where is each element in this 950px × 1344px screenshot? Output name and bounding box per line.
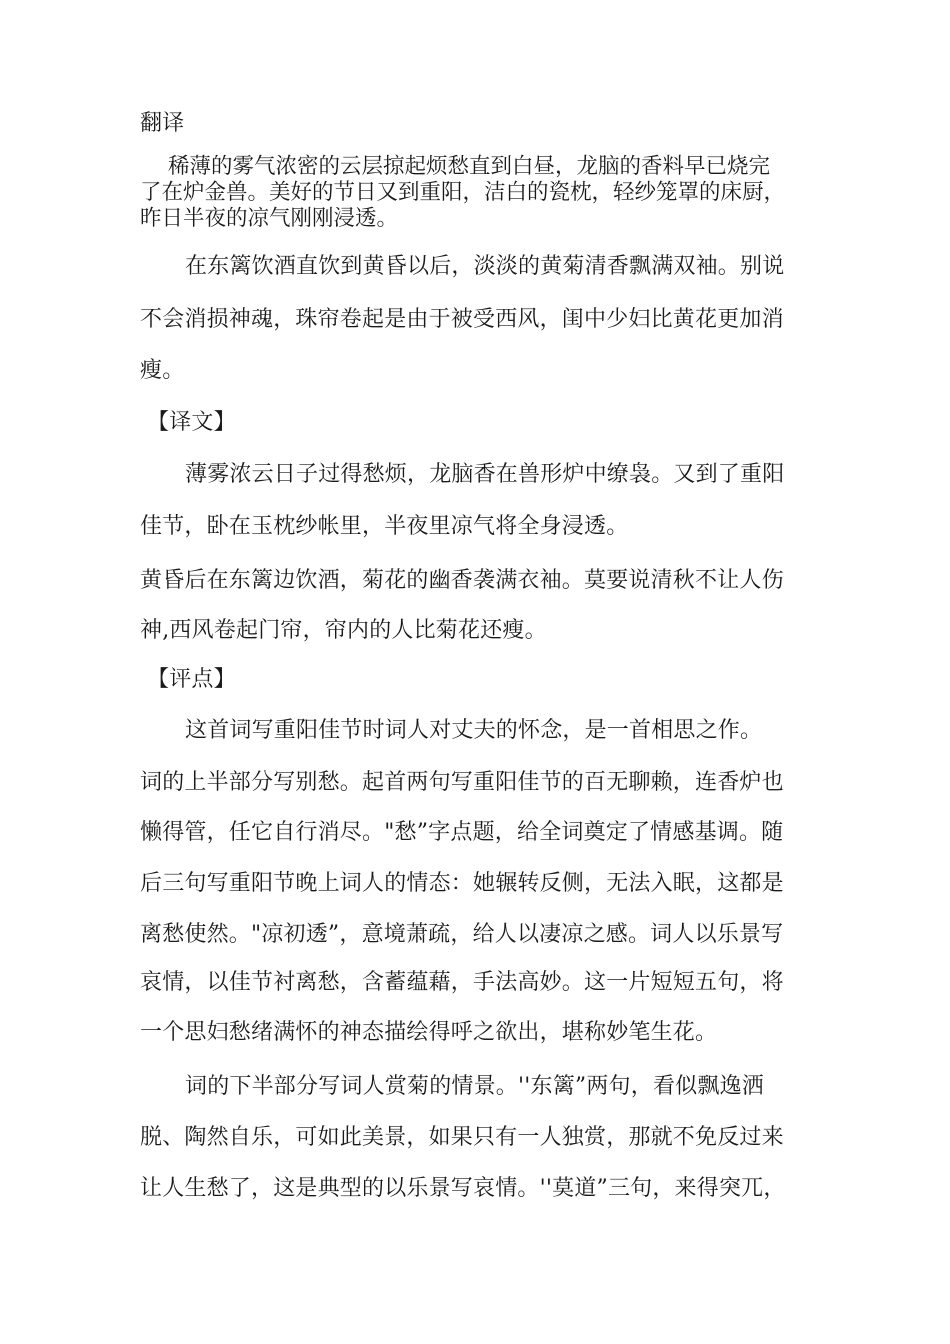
paragraph-line: 让人生愁了，这是典型的以乐景写哀情。''莫道”三句，来得突兀， bbox=[140, 1176, 786, 1201]
section-heading-translation: 翻译 bbox=[140, 111, 185, 136]
section-heading-yiwen: 【译文】 bbox=[147, 410, 236, 435]
paragraph-line: 脱、陶然自乐，可如此美景，如果只有一人独赏，那就不免反过来 bbox=[140, 1125, 784, 1150]
section-heading-pingdian: 【评点】 bbox=[147, 667, 236, 692]
paragraph-line: 薄雾浓云日子过得愁烦，龙脑香在兽形炉中缭袅。又到了重阳 bbox=[185, 462, 785, 487]
paragraph-line: 词的下半部分写词人赏菊的情景。''东篱”两句，看似飘逸洒 bbox=[185, 1074, 764, 1099]
paragraph-line: 黄昏后在东篱边饮酒，菊花的幽香袭满衣袖。莫要说清秋不让人伤 bbox=[140, 568, 784, 593]
paragraph-line: 后三句写重阳节晚上词人的情态：她辗转反侧，无法入眠，这都是 bbox=[140, 871, 784, 896]
paragraph-line: 瘦。 bbox=[140, 358, 185, 383]
paragraph-line: 词的上半部分写别愁。起首两句写重阳佳节的百无聊赖，连香炉也 bbox=[140, 770, 784, 795]
paragraph-line: 神,西风卷起门帘，帘内的人比菊花还瘦。 bbox=[140, 618, 547, 643]
paragraph-line: 一个思妇愁绪满怀的神态描绘得呼之欲出，堪称妙笔生花。 bbox=[140, 1020, 718, 1045]
paragraph-line: 稀薄的雾气浓密的云层掠起烦愁直到白昼，龙脑的香料早已烧完 bbox=[168, 154, 771, 179]
paragraph-line: 在东篱饮酒直饮到黄昏以后，淡淡的黄菊清香飘满双袖。别说 bbox=[185, 254, 785, 279]
paragraph-line: 昨日半夜的凉气刚刚浸透。 bbox=[140, 206, 399, 231]
paragraph-line: 了在炉金兽。美好的节日又到重阳，洁白的瓷枕，轻纱笼罩的床厨， bbox=[140, 180, 786, 205]
paragraph-line: 懒得管，任它自行消尽。"愁”字点题，给全词奠定了情感基调。随 bbox=[140, 820, 784, 845]
paragraph-line: 佳节，卧在玉枕纱帐里，半夜里凉气将全身浸透。 bbox=[140, 514, 629, 539]
paragraph-line: 不会消损神魂，珠帘卷起是由于被受西风，闺中少妇比黄花更加消 bbox=[140, 307, 784, 332]
paragraph-line: 离愁使然。"凉初透”，意境萧疏，给人以凄凉之感。词人以乐景写 bbox=[140, 922, 784, 947]
paragraph-line: 哀情，以佳节衬离愁，含蓄蕴藉，手法高妙。这一片短短五句，将 bbox=[140, 970, 784, 995]
paragraph-line: 这首词写重阳佳节时词人对丈夫的怀念，是一首相思之作。 bbox=[185, 718, 763, 743]
